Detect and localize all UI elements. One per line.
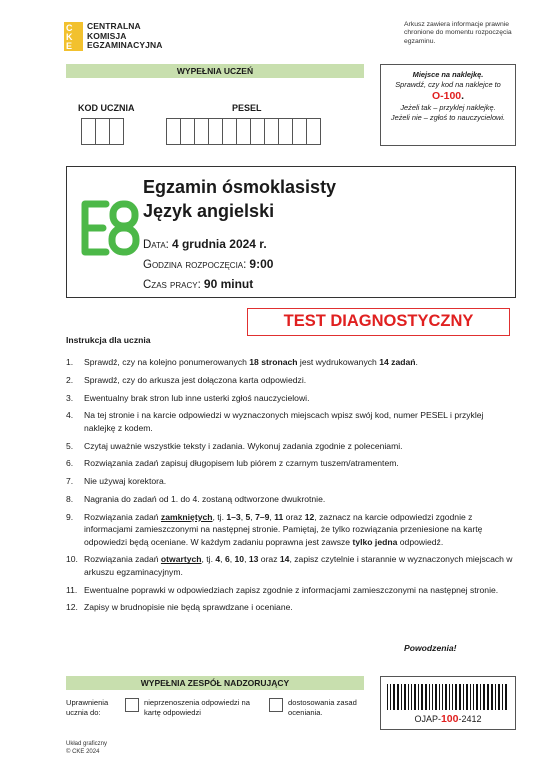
barcode-bar: [435, 684, 437, 710]
instruction-text: Nie używaj korektora.: [84, 476, 167, 487]
instruction-text: Sprawdź, czy na kolejno ponumerowanych 18 stronach jest wydrukowanych 14 zadań.: [84, 357, 418, 367]
barcode-bar: [466, 684, 468, 710]
instruction-item: [66, 440, 516, 452]
barcode-bar: [429, 684, 430, 710]
logo-line-1: CENTRALNA: [87, 21, 141, 31]
instruction-text: Sprawdź, czy do arkusza jest dołączona karta odpowiedzi.: [84, 374, 307, 385]
pesel-cell[interactable]: [292, 118, 307, 145]
pesel-cell[interactable]: [250, 118, 265, 145]
instruction-number: 4.: [66, 410, 74, 421]
supervisor-fill-header: WYPEŁNIA ZESPÓŁ NADZORUJĄCY: [66, 676, 364, 690]
sticker-line-no: Jeżeli nie – zgłoś to nauczycielowi.: [390, 113, 506, 122]
pesel-cell[interactable]: [306, 118, 321, 145]
diagnostic-test-label: TEST DIAGNOSTYCZNY: [247, 308, 510, 336]
barcode-bar: [455, 684, 457, 710]
e8-logo-icon: [79, 199, 141, 257]
pesel-cell[interactable]: [264, 118, 279, 145]
exam-title: Egzamin ósmoklasisty: [143, 177, 337, 197]
instruction-item: [66, 475, 516, 487]
barcode-box: [380, 676, 516, 730]
instruction-number: 5.: [66, 440, 74, 451]
student-code-field[interactable]: [81, 118, 123, 145]
instruction-text: Ewentualne poprawki w odpowiedziach zapisz zgodnie z informacjami zamieszczonymi na następnej stronie.: [84, 584, 499, 595]
instruction-item: [66, 374, 516, 386]
no-transfer-checkbox[interactable]: [125, 698, 139, 712]
instruction-text: Zapisy w brudnopisie nie będą sprawdzane i oceniane.: [84, 602, 293, 613]
footer-layout-note: Układ graficzny: [66, 741, 108, 747]
confidential-note: Arkusz zawiera informacje prawnie chronione do momentu rozpoczęcia egzaminu.: [404, 21, 512, 45]
instruction-text: Rozwiązania zadań otwartych, tj. 4, 6, 10, 13 oraz 14, zapisz czytelnie i starannie w wyznaczonych miejscach w arkuszu egzaminacyjnym.: [84, 554, 513, 577]
instruction-item: [66, 584, 516, 596]
barcode-bar: [411, 684, 412, 710]
student-code-cell[interactable]: [81, 118, 96, 145]
instruction-text: Rozwiązania zadań zamkniętych, tj. 1–3, 5, 7–9, 11 oraz 12, zaznacz na karcie odpowiedzi zgodnie z informacjami zamieszczonymi na następnej stronie. Pamiętaj, że tylko rozwiązania przeniesione na kartę odpowiedzi będą oceniane. W każdym zadaniu poprawna jest zawsze tylko jedna odpowiedź.: [84, 511, 483, 547]
instruction-item: [66, 601, 516, 613]
sticker-line-yes: Jeżeli tak – przyklej naklejkę.: [400, 103, 496, 112]
barcode-bar: [390, 684, 391, 710]
barcode-bar: [414, 684, 416, 710]
barcode-bar: [491, 684, 493, 710]
pesel-cell[interactable]: [236, 118, 251, 145]
pesel-cell[interactable]: [278, 118, 293, 145]
barcode-bar: [404, 684, 406, 710]
permissions-label: Uprawnienia ucznia do:: [66, 698, 109, 717]
cke-logo-mark: C K E: [64, 22, 83, 51]
instruction-number: 7.: [66, 476, 74, 487]
barcode-bar: [452, 684, 453, 710]
cke-logo-text: [87, 22, 162, 51]
barcode-bar: [505, 684, 507, 710]
exam-subject: Język angielski: [143, 201, 275, 221]
instruction-item: [66, 457, 516, 469]
barcode-bar: [401, 684, 402, 710]
barcode-bar: [459, 684, 461, 710]
barcode-bar: [463, 684, 464, 710]
instruction-number: 1.: [66, 357, 74, 367]
barcode-bar: [439, 684, 440, 710]
instruction-number: 3.: [66, 392, 74, 403]
instruction-text: Nagrania do zadań od 1. do 4. zostaną odtworzone dwukrotnie.: [84, 493, 326, 504]
sticker-area[interactable]: [380, 64, 516, 146]
no-transfer-label: nieprzenoszenia odpowiedzi na kartę odpowiedzi: [144, 698, 250, 717]
logo-line-3: EGZAMINACYJNA: [87, 40, 163, 50]
adjusted-grading-checkbox[interactable]: [269, 698, 283, 712]
sticker-line-check: Sprawdź, czy kod na naklejce to: [395, 80, 501, 89]
barcode-bar: [425, 684, 427, 710]
sticker-title: Miejsce na naklejkę.: [412, 70, 484, 79]
adjusted-grading-label: dostosowania zasad oceniania.: [288, 698, 357, 717]
barcode-bar: [418, 684, 419, 710]
barcode-bar: [445, 684, 447, 710]
barcode-bar: [397, 684, 399, 710]
barcode-bar: [502, 684, 503, 710]
student-code-label: KOD UCZNIA: [78, 103, 135, 113]
instruction-text: Ewentualny brak stron lub inne usterki zgłoś nauczycielowi.: [84, 392, 310, 403]
barcode-bar: [473, 684, 474, 710]
instruction-number: 8.: [66, 493, 74, 504]
barcode-icon: [387, 684, 511, 710]
exam-info-box: [66, 166, 516, 298]
barcode-bar: [495, 684, 496, 710]
cke-logo: [64, 22, 162, 51]
instruction-item: [66, 392, 516, 404]
instruction-number: 12.: [66, 602, 78, 613]
exam-start-time: Godzina rozpoczęcia: 9:00: [143, 257, 274, 271]
good-luck-text: Powodzenia!: [404, 643, 457, 653]
instruction-text: Czytaj uważnie wszystkie teksty i zadania. Wykonuj zadania zgodnie z poleceniami.: [84, 440, 403, 451]
footer-copyright: © CKE 2024: [66, 748, 100, 755]
barcode-bar: [470, 684, 471, 710]
barcode-bar: [442, 684, 443, 710]
instruction-number: 2.: [66, 374, 74, 385]
student-code-cell[interactable]: [109, 118, 124, 145]
logo-line-2: KOMISJA: [87, 30, 127, 41]
instruction-item: [66, 356, 516, 368]
barcode-bar: [487, 684, 489, 710]
instruction-number: 10.: [66, 554, 78, 565]
footer: [66, 741, 107, 756]
instruction-text: Rozwiązania zadań zapisuj długopisem lub piórem z czarnym tuszem/atramentem.: [84, 458, 399, 469]
instruction-item: [66, 553, 516, 578]
barcode-bar: [393, 684, 395, 710]
instruction-item: [66, 409, 516, 434]
instructions-list: [66, 356, 516, 619]
barcode-bar: [432, 684, 433, 710]
barcode-bar: [449, 684, 450, 710]
instruction-item: [66, 511, 516, 548]
barcode-bar: [480, 684, 481, 710]
student-fill-header: WYPEŁNIA UCZEŃ: [66, 64, 364, 78]
pesel-cell[interactable]: [222, 118, 237, 145]
barcode-code: OJAP-100-2412: [414, 713, 482, 725]
pesel-label: PESEL: [232, 103, 262, 113]
barcode-bar: [476, 684, 478, 710]
instruction-number: 6.: [66, 458, 74, 469]
instruction-text: Na tej stronie i na karcie odpowiedzi w wyznaczonych miejscach wpisz swój kod, numer PESEL i przyklej naklejkę z kodem.: [84, 410, 484, 433]
exam-duration: Czas pracy: 90 minut: [143, 277, 254, 291]
instruction-number: 11.: [66, 584, 78, 595]
pesel-field[interactable]: [166, 118, 320, 145]
instructions-title: Instrukcja dla ucznia: [66, 335, 151, 345]
student-code-cell[interactable]: [95, 118, 110, 145]
barcode-bar: [498, 684, 500, 710]
barcode-bar: [387, 684, 388, 710]
pesel-cell[interactable]: [194, 118, 209, 145]
pesel-cell[interactable]: [166, 118, 181, 145]
pesel-cell[interactable]: [208, 118, 223, 145]
barcode-bar: [483, 684, 485, 710]
barcode-bar: [421, 684, 423, 710]
exam-date: Data: 4 grudnia 2024 r.: [143, 237, 267, 251]
barcode-bar: [408, 684, 409, 710]
sticker-code: O-100.: [431, 90, 465, 102]
pesel-cell[interactable]: [180, 118, 195, 145]
instruction-number: 9.: [66, 511, 74, 522]
instruction-item: [66, 493, 516, 505]
